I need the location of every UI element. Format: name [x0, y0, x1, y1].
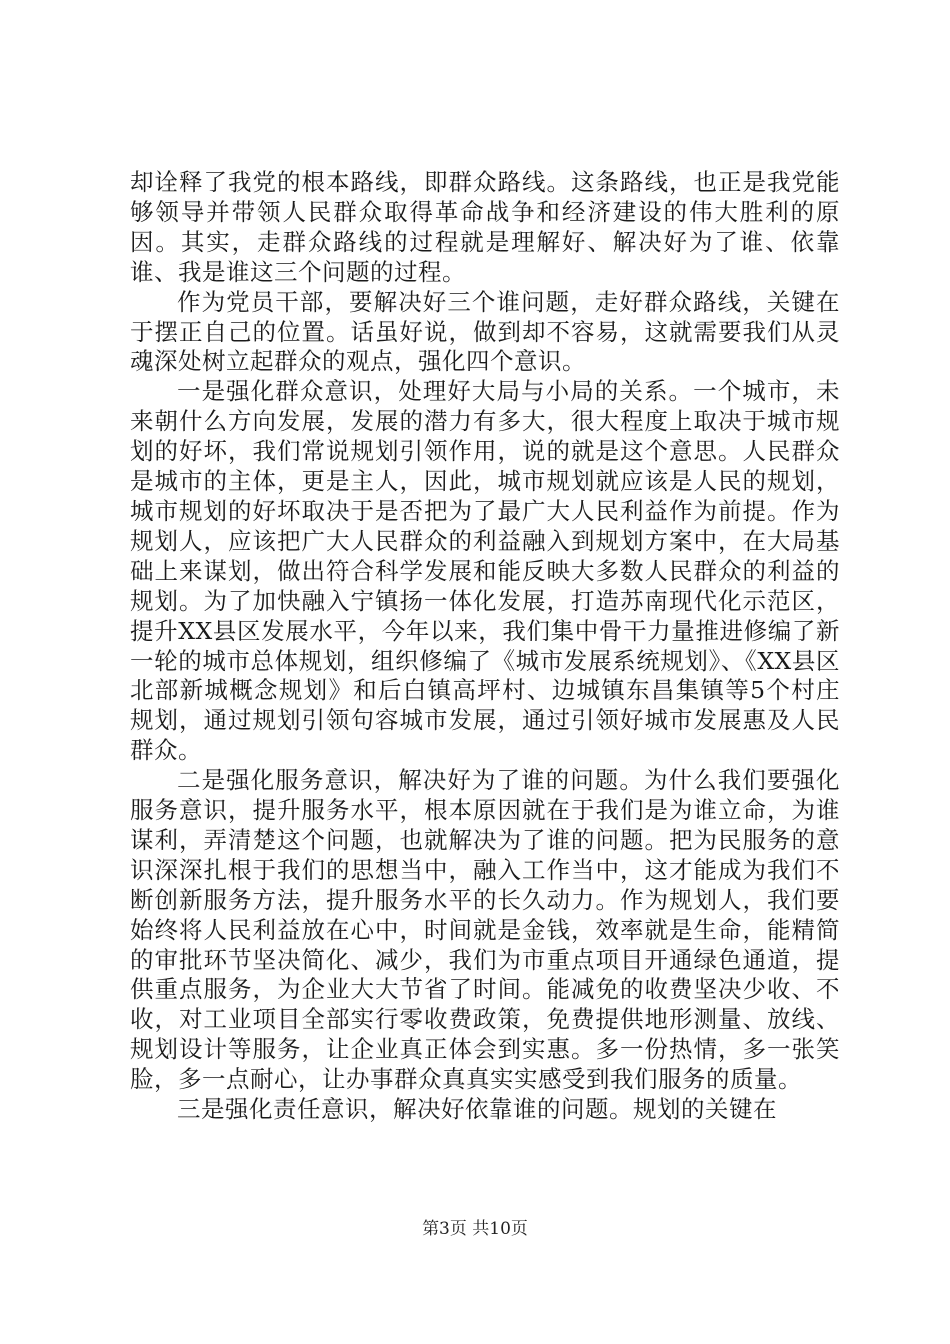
document-body: [130, 168, 840, 1125]
paragraph-5: 三是强化责任意识，解决好依靠谁的问题。规划的关键在: [177, 1095, 777, 1124]
paragraph-1: 却诠释了我党的根本路线，即群众路线。这条路线，也正是我党能够领导并带领人民群众取得革命战争和经济建设的伟大胜利的原因。其实，走群众路线的过程就是理解好、解决好为了谁、依靠谁、我是谁这三个问题的过程。: [130, 168, 840, 286]
paragraph-4: 二是强化服务意识，解决好为了谁的问题。为什么我们要强化服务意识，提升服务水平，根本原因就在于我们是为谁立命，为谁谋利，弄清楚这个问题，也就解决为了谁的问题。把为民服务的意识深深扎根于我们的思想当中，融入工作当中，这才能成为我们不断创新服务方法，提升服务水平的长久动力。作为规划人，我们要始终将人民利益放在心中，时间就是金钱，效率就是生命，能精简的审批环节坚决简化、减少，我们为市重点项目开通绿色通道，提供重点服务，为企业大大节省了时间。能减免的收费坚决少收、不收，对工业项目全部实行零收费政策，免费提供地形测量、放线、规划设计等服务，让企业真正体会到实惠。多一份热情，多一张笑脸，多一点耐心，让办事群众真真实实感受到我们服务的质量。: [130, 766, 840, 1094]
paragraph-2: 作为党员干部，要解决好三个谁问题，走好群众路线，关键在于摆正自己的位置。话虽好说，做到却不容易，这就需要我们从灵魂深处树立起群众的观点，强化四个意识。: [130, 287, 840, 376]
paragraph-3: 一是强化群众意识，处理好大局与小局的关系。一个城市，未来朝什么方向发展，发展的潜力有多大，很大程度上取决于城市规划的好坏，我们常说规划引领作用，说的就是这个意思。人民群众是城市的主体，更是主人，因此，城市规划就应该是人民的规划，城市规划的好坏取决于是否把为了最广大人民利益作为前提。作为规划人，应该把广大人民群众的利益融入到规划方案中，在大局基础上来谋划，做出符合科学发展和能反映大多数人民群众的利益的规划。为了加快融入宁镇扬一体化发展，打造苏南现代化示范区，提升XX县区发展水平，今年以来，我们集中骨干力量推进修编了新一轮的城市总体规划，组织修编了《城市发展系统规划》、《XX县区北部新城概念规划》和后白镇高坪村、边城镇东昌集镇等5个村庄规划，通过规划引领句容城市发展，通过引领好城市发展惠及人民群众。: [130, 377, 840, 765]
page-number-footer: 第3页 共10页: [422, 1219, 528, 1239]
